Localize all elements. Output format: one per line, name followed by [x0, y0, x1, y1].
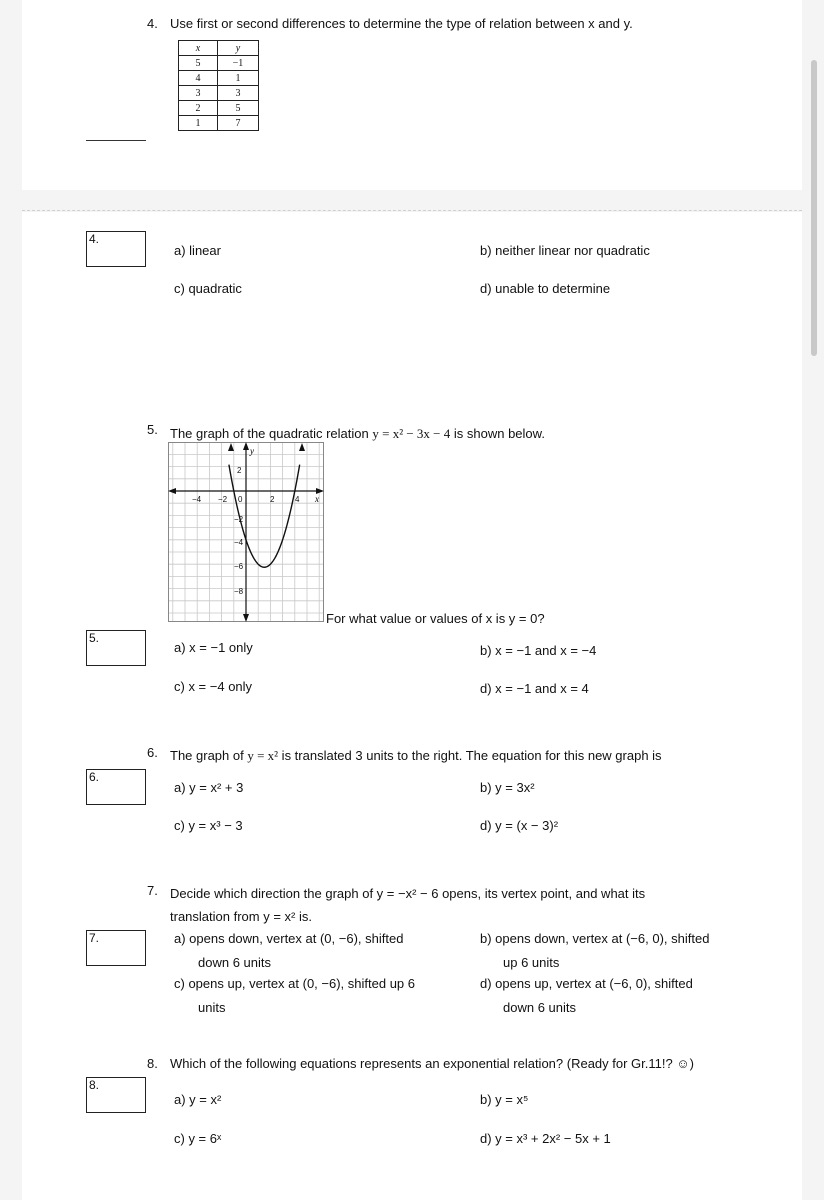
table-header-y: y [218, 41, 259, 56]
q5-number: 5. [147, 422, 158, 437]
table-cell: 7 [218, 116, 259, 131]
table-header-row [179, 41, 259, 56]
q8-option-c[interactable]: c) y = 6ˣ [174, 1131, 222, 1146]
scrollbar-thumb[interactable] [811, 60, 817, 356]
q7-option-d[interactable]: d) opens up, vertex at (−6, 0), shifted [480, 976, 693, 991]
table-cell: 4 [179, 71, 218, 86]
q6-number: 6. [147, 745, 158, 760]
table-row [179, 86, 259, 101]
page-divider [22, 210, 802, 211]
answer-box-label: 5. [89, 631, 100, 645]
q7-option-b[interactable]: b) opens down, vertex at (−6, 0), shifted [480, 931, 710, 946]
x-tick-label: −2 [218, 495, 228, 504]
answer-box-label: 8. [89, 1078, 100, 1092]
x-axis-label: x [315, 494, 319, 504]
answer-box-q8[interactable] [86, 1077, 146, 1113]
table-cell: 5 [218, 101, 259, 116]
x-axis-arrow-left [168, 488, 176, 494]
q7-text-line1: Decide which direction the graph of y = −x² − 6 opens, its vertex point, and what its [170, 886, 646, 901]
q4-number: 4. [147, 16, 158, 31]
y-axis-label: y [250, 446, 254, 456]
x-tick-label: −4 [192, 495, 202, 504]
table-header-x: x [179, 41, 218, 56]
q4-xy-table [178, 40, 259, 131]
table-cell: 1 [218, 71, 259, 86]
q7-option-d-cont: down 6 units [503, 1000, 576, 1015]
q7-option-b-cont: up 6 units [503, 955, 560, 970]
answer-box-q4[interactable] [86, 231, 146, 267]
y-tick-label: 2 [237, 466, 242, 475]
table-cell: 3 [218, 86, 259, 101]
curve-arrow-left [228, 443, 234, 451]
table-cell: 1 [179, 116, 218, 131]
q5-equation: y = x² − 3x − 4 [372, 426, 451, 441]
table-row [179, 101, 259, 116]
q4-option-c[interactable]: c) quadratic [174, 281, 242, 296]
answer-box-label: 7. [89, 931, 100, 945]
q5-option-d[interactable]: d) x = −1 and x = 4 [480, 681, 589, 696]
q8-option-a[interactable]: a) y = x² [174, 1092, 222, 1107]
answer-blank-line [86, 140, 146, 141]
question-card-main [22, 212, 802, 1200]
q8-option-b[interactable]: b) y = x⁵ [480, 1092, 529, 1107]
q4-text: Use first or second differences to determine the type of relation between x and y. [170, 16, 633, 31]
q5-option-b[interactable]: b) x = −1 and x = −4 [480, 643, 597, 658]
y-tick-label: −8 [234, 587, 244, 596]
curve-arrow-right [299, 443, 305, 451]
x-tick-label: 2 [270, 495, 275, 504]
y-axis-arrow-down [243, 614, 249, 622]
table-cell: −1 [218, 56, 259, 71]
x-tick-label: 0 [238, 495, 243, 504]
q7-option-a[interactable]: a) opens down, vertex at (0, −6), shifted [174, 931, 404, 946]
table-cell: 5 [179, 56, 218, 71]
answer-box-q5[interactable] [86, 630, 146, 666]
q5-option-a[interactable]: a) x = −1 only [174, 640, 253, 655]
q6-text: The graph of y = x² is translated 3 units to the right. The equation for this new graph is [170, 748, 662, 763]
q5-text: The graph of the quadratic relation y = x² − 3x − 4 is shown below. [170, 426, 545, 441]
q6-option-c[interactable]: c) y = x³ − 3 [174, 818, 243, 833]
q5-option-c[interactable]: c) x = −4 only [174, 679, 253, 694]
q7-option-c-cont: units [198, 1000, 226, 1015]
y-tick-label: −4 [234, 538, 244, 547]
table-cell: 2 [179, 101, 218, 116]
q8-option-d[interactable]: d) y = x³ + 2x² − 5x + 1 [480, 1131, 611, 1146]
q6-option-d[interactable]: d) y = (x − 3)² [480, 818, 559, 833]
q8-number: 8. [147, 1056, 158, 1071]
q4-option-b[interactable]: b) neither linear nor quadratic [480, 243, 650, 258]
parabola-graph [168, 442, 324, 622]
q4-option-a[interactable]: a) linear [174, 243, 221, 258]
table-row [179, 116, 259, 131]
q6-option-b[interactable]: b) y = 3x² [480, 780, 535, 795]
answer-box-q7[interactable] [86, 930, 146, 966]
q8-text: Which of the following equations represents an exponential relation? (Ready for Gr.11!? ☺) [170, 1056, 694, 1071]
table-cell: 3 [179, 86, 218, 101]
q7-text-line2: translation from y = x² is. [170, 909, 312, 924]
table-row [179, 71, 259, 86]
q5-question: For what value or values of x is y = 0? [326, 611, 545, 626]
q6-option-a[interactable]: a) y = x² + 3 [174, 780, 244, 795]
q7-option-a-cont: down 6 units [198, 955, 271, 970]
y-axis-arrow-up [243, 442, 249, 450]
x-tick-label: 4 [295, 495, 300, 504]
y-tick-label: −6 [234, 562, 244, 571]
answer-box-label: 4. [89, 232, 100, 246]
q4-option-d[interactable]: d) unable to determine [480, 281, 611, 296]
q6-equation: y = x² [247, 748, 279, 763]
q7-option-c[interactable]: c) opens up, vertex at (0, −6), shifted up 6 [174, 976, 415, 991]
answer-box-label: 6. [89, 770, 100, 784]
y-tick-label: −2 [234, 515, 244, 524]
answer-box-q6[interactable] [86, 769, 146, 805]
q7-number: 7. [147, 883, 158, 898]
table-row [179, 56, 259, 71]
